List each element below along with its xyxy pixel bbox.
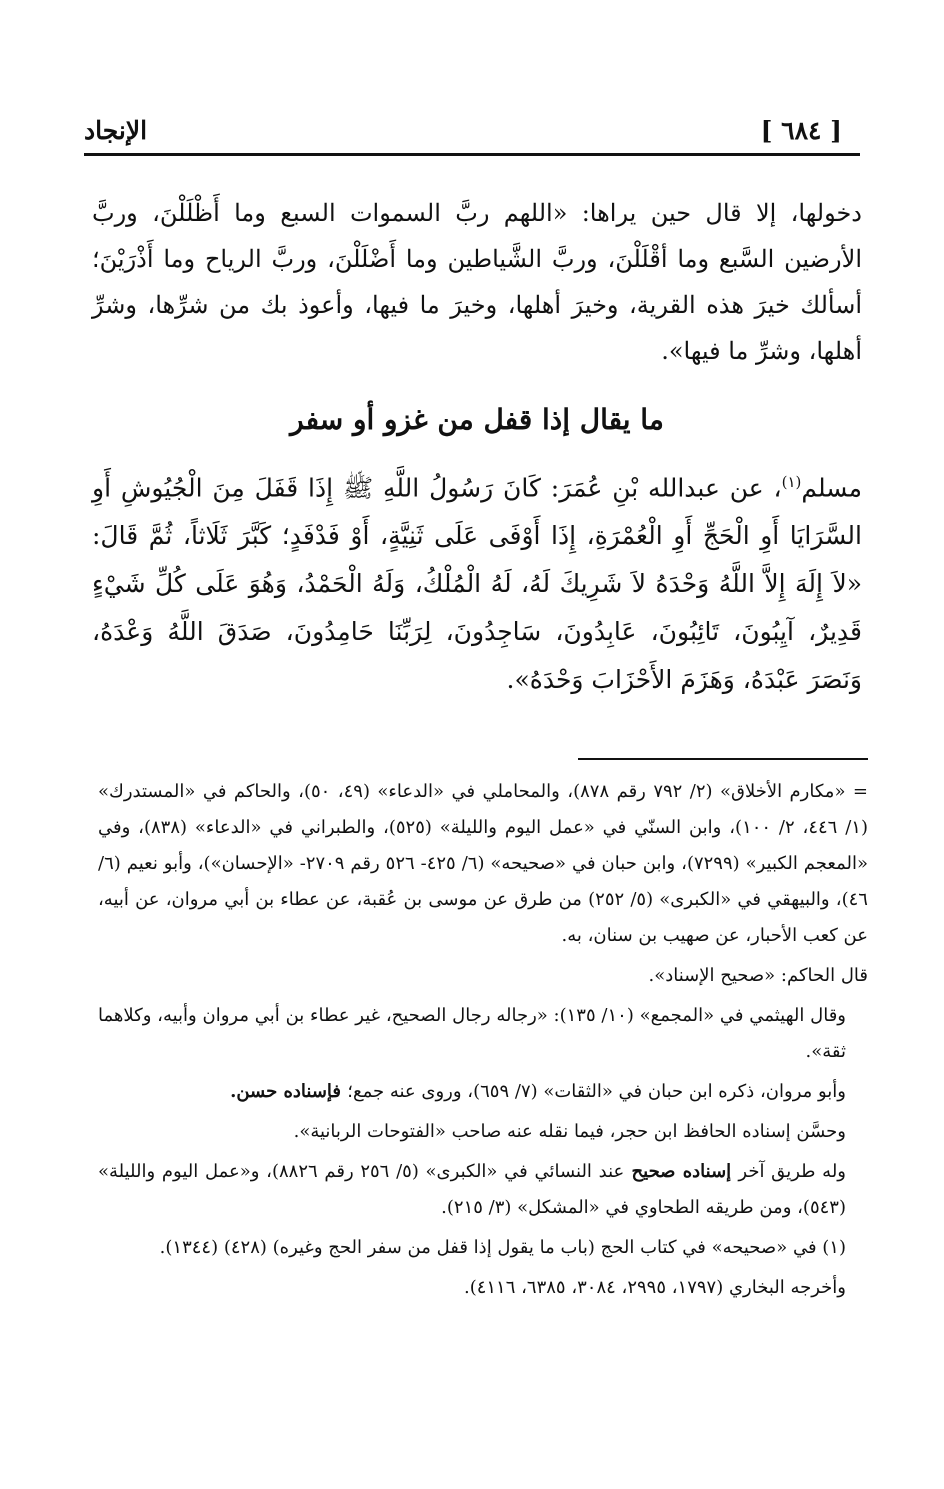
continuation-paragraph: دخولها، إلا قال حين يراها: «اللهم ربَّ السموات السبع وما أَظْلَلْنَ، وربَّ الأرضين السَّبع وما أقْلَلْنَ، وربَّ الشَّياطين وما أَضْلَلْنَ، وربَّ الرياح وما أَذْرَيْنَ؛ أسألك خيرَ هذه القرية، وخيرَ أهلها، وخيرَ ما فيها، وأعوذ بك من شرِّها، وشرِّ أهلها، وشرِّ ما فيها». [92,199,862,365]
main-text [92,190,862,704]
footnote-paragraph [98,1154,868,1226]
hadith-text: ، عن عبدالله بْنِ عُمَرَ: كَانَ رَسُولُ اللَّهِ ﷺ إِذَا قَفَلَ مِنَ الْجُيُوشِ أَوِ السَّرَايَا أَوِ الْحَجِّ أَوِ الْعُمْرَةِ، إِذَا أَوْفَى عَلَى ثَنِيَّةٍ، أَوْ فَدْفَدٍ؛ كَبَّرَ ثَلَاثاً، ثُمَّ قَالَ: «لاَ إِلَهَ إِلاَّ اللَّهُ وَحْدَهُ لاَ شَرِيكَ لَهُ، لَهُ الْمُلْكُ، وَلَهُ الْحَمْدُ، وَهُوَ عَلَى كُلِّ شَيْءٍ قَدِيرٌ، آيِبُونَ، تَائِبُونَ، عَابِدُونَ، سَاجِدُونَ، لِرَبِّنَا حَامِدُونَ، صَدَقَ اللَّهُ وَعْدَهُ، وَنَصَرَ عَبْدَهُ، وَهَزَمَ الأَحْزَابَ وَحْدَهُ». [92,473,862,695]
footnote-emphasis: فإسناده حسن. [230,1081,348,1102]
footnote-text: عند النسائي في «الكبرى» (٥/ ٢٥٦ رقم ٨٨٢٦)، و«عمل اليوم والليلة» (٥٤٣)، ومن طريقه الطحاوي في «المشكل» (٣/ ٢١٥). [98,1161,846,1218]
page-number: [ ٦٨٤ ] [760,116,842,145]
header-rule [84,153,860,156]
hadith-source: مسلم [801,473,862,503]
page-header [84,108,860,156]
hadith-paragraph [92,458,862,704]
section-title: ما يقال إذا قفل من غزو أو سفر [290,403,664,436]
footnote-paragraph: وقال الهيثمي في «المجمع» (١٠/ ١٣٥): «رجاله رجال الصحيح، غير عطاء بن أبي مروان وأبيه، وكلاهما ثقة». [98,1005,846,1062]
footnote-paragraph: قال الحاكم: «صحيح الإسناد». [648,965,868,986]
footnote-paragraph [98,1074,868,1110]
footnote-divider [578,758,868,760]
running-title: الإنجاد [84,116,148,145]
footnotes [98,774,868,1310]
footnote-paragraph: = «مكارم الأخلاق» (٢/ ٧٩٢ رقم ٨٧٨)، والمحاملي في «الدعاء» (٤٩، ٥٠)، والحاكم في «المستدرك» (١/ ٤٤٦، ٢/ ١٠٠)، وابن السنّي في «عمل اليوم والليلة» (٥٢٥)، والطبراني في «الدعاء» (٨٣٨)، وفي «المعجم الكبير» (٧٢٩٩)، وابن حبان في «صحيحه» (٦/ ٤٢٥- ٥٢٦ رقم ٢٧٠٩- «الإحسان»)، وأبو نعيم (٦/ ٤٦)، والبيهقي في «الكبرى» (٥/ ٢٥٢) من طرق عن موسى بن عُقبة، عن عطاء بن أبي مروان، عن أبيه، عن كعب الأحبار، عن صهيب بن سنان، به. [98,781,868,946]
footnote-text: وله طريق آخر [738,1161,846,1182]
footnote-paragraph: وحسَّن إسناده الحافظ ابن حجر، فيما نقله عنه صاحب «الفتوحات الربانية». [293,1121,846,1142]
footnote-reference: (١) [781,473,802,491]
footnote-paragraph: (١) في «صحيحه» في كتاب الحج (باب ما يقول إذا قفل من سفر الحج وغيره) (٤٢٨) (١٣٤٤). [159,1237,846,1258]
footnote-text: وأبو مروان، ذكره ابن حبان في «الثقات» (٧/ ٦٥٩)، وروى عنه جمع؛ [347,1081,846,1102]
footnote-paragraph: وأخرجه البخاري (١٧٩٧، ٢٩٩٥، ٣٠٨٤، ٦٣٨٥، ٤١١٦). [463,1277,846,1298]
footnote-emphasis: إسناده صحيح [624,1161,739,1182]
